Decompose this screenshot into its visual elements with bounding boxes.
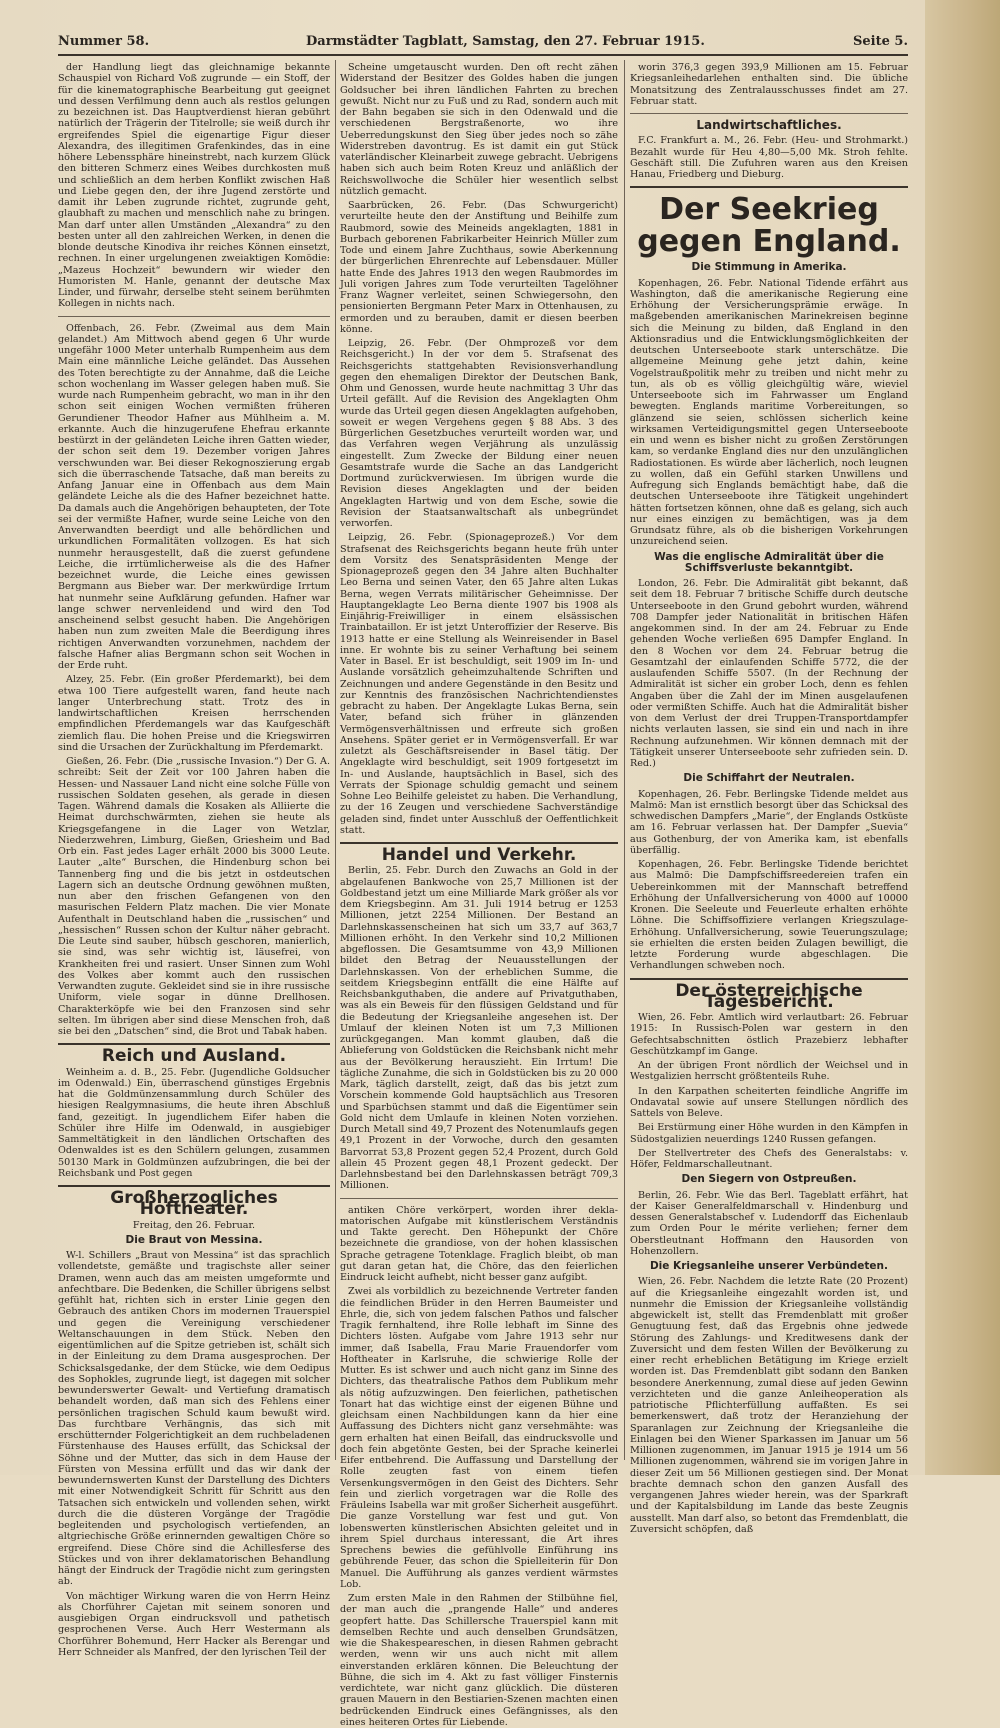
article-wien-4: Bei Erstürmung einer Höhe wurden in den Kämpfen in Südostgalizien neuerdings 1240 Russen gefangen. [630,1122,908,1145]
article-wien-2: An der übrigen Front nördlich der Weichsel und in Westgalizien herrscht größtenteils Ruhe. [630,1060,908,1083]
article-kriegsanleihe-cont: worin 376,3 gegen 393,9 Millionen am 15. Februar Kriegsanleihedarlehen enthalten sind. Die übliche Monatsitzung des Zentralausschusses findet am 27. Februar statt. [630,62,908,107]
divider [58,316,330,317]
article-wien-3: In den Karpathen scheiterten feindliche Angriffe im Ondavatal sowie auf unsere Stellungen nördlich des Sattels von Beleve. [630,1085,908,1119]
article-kriegsanleihe: Wien, 26. Febr. Nachdem die letzte Rate (20 Prozent) auf die Kriegsanleihe eingezahlt worden ist, und nunmehr die Emission der Kriegsanleihe vollständig abgewickelt ist, stellt das Fremdenblatt mit großer Genugtuung fest, daß das Ergebnis ohne jedwede Störung des Zahlungs- und Kreditwesens dank der Zuversicht und dem festen Willen der Bevölkerung zu einer recht erheblichen Betätigung im Kriege erzielt worden ist. Das Fremdenblatt gibt sodann den Banken besondere Anerkennung, zumal diese auf jeden Gewinn verzichteten und die ganze Anleiheoperation als patriotische Pflichterfüllung auffaßten. Es sei bemerkenswert, daß trotz der Heranziehung der Sparanlagen zur Zeichnung der Kriegsanleihe die Einlagen bei den Wiener Sparkassen im Januar um 56 Millionen zugenommen, im Januar 1915 je 1914 um 56 Millionen zugenommen, während sie im vorigen Jahre in dieser Zeit um 56 Millionen gestiegen sind. Der Monat brachte demnach schon den ganzen Ausfall des vergangenen Jahres wieder herein, was der Sparkraft und der Kapitalsbildung im Lande das beste Zeugnis ausstellt. Man darf also, so betont das Fremdenblatt, die Zuversicht schöpfen, daß [630,1276,908,1535]
divider [58,1185,330,1187]
article-offenbach: Offenbach, 26. Febr. (Zweimal aus dem Main gelandet.) Am Mittwoch abend gegen 6 Uhr wurde ungefähr 1000 Meter unterhalb Rumpenheim aus dem Main eine männliche Leiche geländet. Das Aussehen des Toten berechtigte zu der Annahme, daß die Leiche schon wochenlang im Wasser gelegen haben muß. Sie wurde nach Rumpenheim gebracht, wo man in ihr den schon seit einigen Wochen vermißten früheren Gerundiener Theodor Hafner aus Mühlheim a. M. erkannte. Auch die hinzugerufene Ehefrau erkannte bestürzt in der geländeten Leiche ihren Gatten wieder, der schon seit dem 19. Dezember vorigen Jahres verschwunden war. Bei dieser Rekognoszierung ergab sich die überraschende Tatsache, daß man bereits zu Anfang Januar eine in Offenbach aus dem Main geländete Leiche als die des Hafner bezeichnet hatte. Da damals auch die Angehörigen behaupteten, der Tote sei der vermißte Hafner, wurde seine Leiche von den Anverwandten beerdigt und alle behördlichen und urkundlichen Formalitäten vollzogen. Es hat sich nunmehr herausgestellt, daß die zuerst gefundene Leiche, die irrtümlicherweise als die des Hafner bezeichnet wurde, die Leiche eines gewissen Bergmann aus Bieber war. Der merkwürdige Irrtum hat nunmehr seine Aufklärung gefunden. Hafner war lange schwer nervenleidend und wird den Tod anscheinend selbst gesucht haben. Die Angehörigen haben nun zum zweiten Male die Beerdigung ihres richtigen Anverwandten vorzunehmen, nachdem der falsche Hafner alias Bergmann schon seit Wochen in der Erde ruht. [58,322,330,671]
divider [630,113,908,114]
column-1 [58,62,330,1658]
theater-date: Freitag, den 26. Februar. [132,1219,256,1231]
section-heading-reich: Reich und Ausland. [101,1046,287,1067]
article-theater-review: W-l. Schillers „Braut von Messina“ ist das sprachlich vollendetste, gemäßte und tragischste aller seiner Dramen, wenn auch das am meisten umgeformte und anfechtbare. Die Bedenken, die Schiller übrigens selbst gefühlt hat, richten sich in erster Linie gegen den Gebrauch des antiken Chors im modernen Trauerspiel und gegen die Vereinigung verschiedener Weltanschauungen in dem Stück. Neben den eigentümlichen auf die Spitze getrieben ist, schält sich in der Einleitung zu dem Drama ausgesprochen. Der Schicksalsgedanke, der dem Stücke, wie dem Oedipus des Sophokles, zugrunde liegt, ist dagegen mit solcher bewunderswerter Gewalt- und Vertiefung dramatisch behandelt worden, daß man sich des Fehlens einer persönlichen tragischen Schuld kaum bewußt wird. Das furchtbare Verhängnis, das sich mit erschütternder Folgerichtigkeit an dem ruchbeladenen Fürstenhause des Hauses erfüllt, das Schicksal der Söhne und der Mutter, das sich in dem Hause der Fürsten von Messina erfüllt und das wir dank der bewundernswerten Kunst der Darstellung des Dichters mit einer Notwendigkeit Schritt für Schritt aus den Tatsachen sich entwickeln und vollenden sehen, wirkt durch die die düsteren Vorgänge der Tragödie begleitenden und psychologisch vertiefenden, an altgriechische Größe erinnernden gewaltigen Chöre so ergreifend. Diese Chöre sind die Achillesferse des Stückes und von ihrer deklamatorischen Behandlung hängt der Eindruck der Tragödie nicht zum geringsten ab. [58,1250,330,1588]
page-number: Seite 5. [853,34,908,49]
section-heading-landwirtschaft: Landwirtschaftliches. [696,118,842,132]
article-heumarkt: F.C. Frankfurt a. M., 26. Febr. (Heu- und Strohmarkt.) Bezahlt wurde für Heu 4,80—5,00 Mk. Stroh fehlte. Geschäft still. Die Zufuhren waren aus den Kreisen Hanau, Friedberg und Dieburg. [630,135,908,180]
subheading-siegern: Den Siegern von Ostpreußen. [681,1173,857,1186]
subheading-admiralitaet: Was die englische Admiralität über die Schiffsverluste bekanntgibt. [654,550,884,574]
article-admiralitaet: London, 26. Febr. Die Admiralität gibt bekannt, daß seit dem 18. Februar 7 britische Schiffe durch deutsche Unterseeboote in den Grund gebohrt wurden, während 708 Dampfer jeder Nationalität in britischen Häfen angekommen sind. In der am 24. Februar zu Ende gehenden Woche verließen 695 Dampfer England. In den 8 Wochen vor dem 24. Februar betrug die Gesamtzahl der einlaufenden Schiffe 5772, die der auslaufenden Schiffe 5507. (In der Rechnung der Admiralität ist sicher ein grober Loch, denn es fehlen Angaben über die Zahl der im Minen ausgelaufenen oder vermißten Schiffe. Auch hat die Admiralität bisher von dem Verlust der drei Truppen-Transportdampfer nichts verlauten lassen, sie sind ein und nach in ihre Rechnung aufzunehmen. Wir können demnach mit der Tätigkeit unserer Unterseeboote sehr zufrieden sein. D. Red.) [630,578,908,769]
article-theater-review-cont: Von mächtiger Wirkung waren die von Herrn Heinz als Chorführer Cajetan mit seinem sonoren und ausgiebigen Organ eindrucksvoll und pathetisch gesprochenen Verse. Auch Herr Westermann als Chorführer Bohemund, Herr Hacker als Berengar und Herr Schneider als Manfred, der den lyrischen Teil der [58,1590,330,1658]
article-wien-1: Wien, 26. Febr. Amtlich wird verlautbart: 26. Februar 1915: In Russisch-Polen war gestern in den Gefechtsabschnitten östlich Prazebierz lebhafter Geschützkampf im Gange. [630,1012,908,1057]
article-theater-stage: Zum ersten Male in den Rahmen der Stilbühne fiel, der man auch die „prangende Halle“ und anderes geopfert hatte. Das Schillersche Trauerspiel kann mit demselben Rechte und auch denselben Grundsätzen, wie die Shakespeareschen, in diesen Rahmen gebracht werden, wenn wir uns auch nicht mit allem einverstanden erklären können. Die Beleuchtung der Bühne, die sich im 4. Akt zu fast völliger Finsternis verdichtete, war nicht ganz glücklich. Die düsteren grauen Mauern in den Bestiarien-Szenen machten einen bedrückenden Eindruck eines Gefängnisses, als den eines heiteren Ortes für Liebende. [340,1593,618,1728]
section-heading-handel: Handel und Verkehr. [381,845,577,865]
column-rule [624,60,625,1460]
article-film: der Handlung liegt das gleichnamige bekannte Schauspiel von Richard Voß zugrunde — ein Stoff, der für die kinematographische Bearbeitung gut geeignet und dessen Verfilmung denn auch als restlos gelungen zu bezeichnen ist. Das Hauptverdienst hieran gebührt natürlich der Trägerin der Titelrolle; sie weiß durch ihr ergreifendes Spiel die eigenartige Figur dieser Alexandra, des illegitimen Grafenkindes, das in eine höhere Lebenssphäre hineinstrebt, nach kurzem Glück den bitteren Schmerz eines Weibes durchkosten muß und schließlich an dem herben Konflikt zwischen Haß und Liebe gegen den, der ihre Jugend zerstörte und damit ihr Leben zugrunde richtet, zugrunde geht, glaubhaft zu machen und menschlich nahe zu bringen. Man darf unter allen Umständen „Alexandra“ zu den besten unter all den zahlreichen Werken, in denen die blonde deutsche Kinodiva ihr reiches Können einsetzt, rechnen. In einer urgelungenen zweiaktigen Komödie: „Mazeus Hochzeit“ bewundern wir wieder den Humoristen M. Hanle, genannt der deutsche Max Linder, und fürwahr, derselbe steht seinem berühmten Kollegen in nichts nach. [58,62,330,310]
section-heading-seekrieg: Der Seekrieg gegen England. [637,192,901,260]
article-spionageprozess: Leipzig, 26. Febr. (Spionageprozeß.) Vor dem Strafsenat des Reichsgerichts begann heute früh unter dem Vorsitz des Senatspräsidenten Menge der Spionageprozeß gegen den 34 Jahre alten Buchhalter Leo Berna und seinen Vater, den 65 Jahre alten Lukas Berna, wegen Verrats militärischer Geheimnisse. Der Hauptangeklagte Leo Berna diente 1907 bis 1908 als Einjährig-Freiwilliger in einem elsässischen Trainbataillon. Er ist jetzt Unteroffizier der Reserve. Bis 1913 hatte er eine Stellung als Weinreisender in Basel inne. Er wohnte bis zu seiner Verhaftung bei seinem Vater in Basel. Er ist beschuldigt, seit 1909 im In- und Auslande vorsätzlich geheimzuhaltende Schriften und Zeichnungen und andere Gegenstände in den Besitz und zur Kenntnis des französischen Nachrichtendienstes gebracht zu haben. Der Angeklagte Lukas Berna, sein Vater, befand sich früher in glänzenden Vermögensverhältnissen und erfreute sich großen Ansehens. Später geriet er in Vermögensverfall. Er war zuletzt als Geschäftsreisender in Basel tätig. Der Angeklagte wird beschuldigt, seit 1909 fortgesetzt im In- und Auslande, hauptsächlich in Basel, sich des Verrats der Spionage schuldig gemacht und seinem Sohne Leo Beihilfe geleistet zu haben. Die Verhandlung, zu der 16 Zeugen und verschiedene Sachverständige geladen sind, findet unter Ausschluß der Oeffentlichkeit statt. [340,532,618,836]
page-edge [925,0,1000,1475]
article-theater-chores: antiken Chöre verkörpert, worden ihrer dekla-matorischen Aufgabe mit künstlerischem Verständnis und Takte gerecht. Den Höhepunkt der Chöre bezeichnete die grandiose, von der hohen klassischen Sprache getragene Totenklage. Fraglich bleibt, ob man gut daran getan hat, die Chöre, das den feierlichen Eindruck leicht aufhebt, nicht besser ganz aufgibt. [340,1204,618,1283]
divider [340,842,618,844]
page-header [58,28,908,56]
article-giessen: Gießen, 26. Febr. (Die „russische Invasion.“) Der G. A. schreibt: Seit der Zeit vor 100 Jahren haben die Hessen- und Nassauer Land nicht eine solche Fülle von russischen Soldaten gesehen, als gerade in diesen Tagen. Während damals die Kosaken als Alliierte die Heimat durchschwärmten, ziehen sie heute als Kriegsgefangene in die Lager von Wetzlar, Niederzwehren, Limburg, Gießen, Griesheim und Bad Orb ein. Fast jedes Lager erhält 2000 bis 3000 Leute. Lauter „alte“ Burschen, die Hindenburg schon bei Tannenberg fing und die bis jetzt in ostdeutschen Lagern sich an deutsche Ordnung gewöhnen mußten, nun aber den frischen Gefangenen von den masurischen Feldern Platz machen. Die vier Monate Aufenthalt in Deutschland haben die „russischen“ und „hessischen“ Russen schon der Kultur näher gebracht. Die Leute sind sauber, hübsch geschoren, manierlich, sie sind, was sehr wichtig ist, läusefrei, von Krankheiten frei und rasiert. Unser Sinnen zum Wohl des Volkes aber kommt auch den russischen Verwandten zugute. Gekleidet sind sie in ihre russische Uniform, viele sogar in dünne Drellhosen. Charakterköpfe wie bei den Franzosen sind sehr selten. Im übrigen aber sind diese Menschen froh, daß sie bei den „Datschen“ sind, die Brot und Tabak haben. [58,756,330,1037]
article-alzey: Alzey, 25. Febr. (Ein großer Pferdemarkt), bei dem etwa 100 Tiere aufgestellt waren, fand heute nach langer Unterbrechung statt. Trotz des in landwirtschaftlichen Kreisen herrschenden empfindlichen Pferdemangels war das Kaufgeschäft ziemlich flau. Die hohen Preise und die Kriegswirren sind die Ursachen der Zurückhaltung im Pferdemarkt. [58,674,330,753]
subheading-schiffahrt: Die Schiffahrt der Neutralen. [683,772,855,785]
section-heading-oesterreich: Der österreichische Tagesbericht. [675,980,863,1012]
article-schiffahrt-1: Kopenhagen, 26. Febr. Berlingske Tidende meldet aus Malmö: Man ist ernstlich besorgt über das Schicksal des schwedischen Dampfers „Marie“, der Englands Ostküste am 16. Februar verlassen hat. Der Dampfer „Suevia“ aus Gothenburg, der von Amerika kam, ist ebenfalls überfällig. [630,788,908,856]
article-amerika: Kopenhagen, 26. Febr. National Tidende erfährt aus Washington, daß die amerikanische Regierung eine Erhöhung der Versicherungsprämie erwäge. In maßgebenden amerikanischen Marinekreisen beginne sich die Meinung zu bilden, daß England in den Aktionsradius und die Entwicklungsmöglichkeiten der deutschen Unterseeboote stark unterschätze. Die allgemeine Meinung gehe jetzt dahin, keine Vogelstraußpolitik mehr zu treiben und nicht mehr zu tun, als ob es völlig gleichgültig wäre, wieviel Unterseeboote sich im Fahrwasser um England bewegten. Englands maritime Vorbereitungen, so glänzend sie seien, schlössen sicherlich keine wirksamen Verteidigungsmittel gegen Unterseeboote ein und wenn es bisher nicht zu großen Zerstörungen kam, so verdanke England dies nur den unzulänglichen Radiostationen. Es würde aber lächerlich, noch leugnen zu wollen, daß ein Gefühl starken Unwillens und Aufregung sich Englands bemächtigt habe, daß die deutschen Unterseeboote ihre Tätigkeit ungehindert hätten fortsetzen können, ohne daß es gelang, sich auch nur eines einzigen zu bemächtigen, was ja dem Grundsatz führe, als ob die bisherigen Vorkehrungen unzureichend seien. [630,277,908,548]
article-wien-signature: Der Stellvertreter des Chefs des Generalstabs: v. Höfer, Feldmarschalleutnant. [630,1147,908,1170]
masthead-date: Darmstädter Tagblatt, Samstag, den 27. Februar 1915. [306,34,705,49]
article-schiffahrt-2: Kopenhagen, 26. Febr. Berlingske Tidende berichtet aus Malmö: Die Dampfschiffsreedereien trafen ein Uebereinkommen mit der Mannschaft betreffend Erhöhung der Unfallversicherung von 4000 auf 10000 Kronen. Die Seeleute und Feuerleute erhalten erhöhte Löhne. Die Schiffsoffiziere verlangen Kriegszulage-Erhöhung. Unfallversicherung, sowie Teuerungszulage; sie erhielten die ersten beiden Zulagen bewilligt, die letzte Forderung wurde abgeschlagen. Die Verhandlungen schweben noch. [630,859,908,972]
article-saarbruecken: Saarbrücken, 26. Febr. (Das Schwurgericht) verurteilte heute den der Anstiftung und Beihilfe zum Raubmord, sowie des Meineids angeklagten, 1881 in Burbach geborenen Fabrikarbeiter Heinrich Müller zum Tode und einem Jahre Zuchthaus, sowie Aberkennung der bürgerlichen Ehrenrechte auf Lebensdauer. Müller hatte Ende des Jahres 1913 den wegen Raubmordes im Juli vorigen Jahres zum Tode verurteilten Tagelöhner Franz Wagner verleitet, seinen Schwiegersohn, den pensionierten Bergmann Peter Marx in Ottenhausen, zu ermorden und zu berauben, damit er diesen beerben könne. [340,200,618,335]
subheading-kriegsanleihe: Die Kriegsanleihe unserer Verbündeten. [649,1260,889,1272]
column-rule [335,60,336,1460]
theater-play-title: Die Braut von Messina. [125,1233,263,1246]
article-theater-actors: Zwei als vorbildlich zu bezeichnende Vertreter fanden die feindlichen Brüder in den Herren Baumeister und Ehrle, die, sich von jedem falschen Pathos und falscher Tragik fernhaltend, ihre Rolle lebhaft im Sinne des Dichters lösten. Aufgabe vom Jahre 1913 sehr nur immer, daß Isabella, Frau Marie Frauendorfer vom Hoftheater in Karlsruhe, die schwierige Rolle der Mutter. Es ist schwer und auch nicht ganz im Sinne des Dichters, das theatralische Pathos dem Publikum mehr als nötig aufzuzwingen. Den feierlichen, pathetischen Tonart hat das wichtige einst der eigenen Bühne und gleichsam einen Nachbildungen kann da hier eine Auffassung des Dichters nicht ganz versehmähte: was gern erhalten hat einen Beifall, das eindrucksvolle und doch fein abgetönte Gesten, bei der Sprache keinerlei Eifer entbehrend. Die Auffassung und Darstellung der Rolle zeugten fast von einem tiefen Versenkungsvermögen in den Geist des Dichters. Sehr fein und zierlich vorgetragen war die Rolle des Fräuleins Isabella war mit großer Sicherheit ausgeführt. Die ganze Vorstellung war fest und gut. Von lobenswerten künstlerischen Absichten geleitet und in ihrem Spiel durchaus interessant, die Art ihres Sprechens bewies die gefühlvolle Einführung ins gebührende Feuer, das schon die Spielleiterin für Don Manuel. Die Aufführung als ganzes verdient wärmstes Lob. [340,1286,618,1590]
column-2 [340,62,618,1728]
article-goldsucher-cont: Scheine umgetauscht wurden. Den oft recht zähen Widerstand der Besitzer des Goldes haben die jungen Goldsucher bei ihren ländlichen Fahrten zu brechen gewußt. Nicht nur zu Fuß und zu Rad, sondern auch mit der Bahn begaben sie sich in den Odenwald und die verschiedenen Bergstraßenorte, wo ihre Ueberredungskunst den Sieg über jedes noch so zähe Widerstreben davontrug. Es ist damit ein gut Stück vaterländischer Kleinarbeit zuwege gebracht. Uebrigens haben sich auch beim Roten Kreuz und anläßlich der Reichswollwoche die Schüler hier wesentlich selbst nützlich gemacht. [340,62,618,197]
divider [340,1198,618,1199]
article-ohmprozess: Leipzig, 26. Febr. (Der Ohmprozeß vor dem Reichsgericht.) In der vor dem 5. Strafsenat des Reichsgerichts stattgehabten Revisionsverhandlung gegen den ehemaligen Direktor der Deutschen Bank, Ohm und Genossen, wurde heute nachmittag 3 Uhr das Urteil gefällt. Auf die Revision des Angeklagten Ohm wurde das Urteil gegen diesen Angeklagten aufgehoben, soweit er wegen Vergehens gegen § 88 Abs. 3 des Bürgerlichen Gesetzbuches verurteilt worden war, und das Verfahren wegen Verjährung als unzulässig eingestellt. Zum Zwecke der Bildung einer neuen Gesamtstrafe wurde die Sache an das Landgericht Dortmund zurückverwiesen. Im übrigen wurde die Revision dieses Angeklagten und der beiden Angeklagten Hartwig und von dem Esche, sowie die Revision der Staatsanwaltschaft als unbegründet verworfen. [340,338,618,529]
issue-number: Nummer 58. [58,34,150,49]
article-reichsbank: Berlin, 25. Febr. Durch den Zuwachs an Gold in der abgelaufenen Bankwoche von 25,7 Millionen ist der Goldbestand jetzt um eine Milliarde Mark größer als vor dem Kriegsbeginn. Am 31. Juli 1914 betrug er 1253 Millionen, jetzt 2254 Millionen. Der Bestand an Darlehnskassenscheinen hat sich um 33,7 auf 363,7 Millionen erhöht. In den Verkehr sind 10,2 Millionen abgeflossen. Die Gesamtsumme von 43,9 Millionen bildet den Betrag der Neuausstellungen der Darlehnskassen. Von der erheblichen Summe, die seitdem Kriegsbeginn entfällt die eine Hälfte auf Reichsbankguthaben, die andere auf Privatguthaben, was als ein Beweis für den flüssigen Geldstand und für die Bedeutung der Kriegsanleihe angesehen ist. Der Umlauf der kleinen Noten ist um 7,3 Millionen zurückgegangen. Man kommt glauben, daß die Ablieferung von Goldstücken die Reichsbank nicht mehr aus der Bevölkerung herauszieht. Ein Irrtum! Die tägliche Zunahme, die sich in Goldstücken bis zu 20 000 Mark, täglich darstellt, zeigt, daß das bis jetzt zum Vorschein kommende Gold hauptsächlich aus Tresoren und Sparbüchsen stammt und daß die Eigentümer sein Gold nicht dem Umlaufe in kleinen Noten vorziehen. Durch Metall sind 49,7 Prozent des Notenumlaufs gegen 49,1 Prozent in der Vorwoche, durch den gesamten Barvorrat 53,8 Prozent gegen 52,4 Prozent, durch Gold allein 45 Prozent gegen 48,1 Prozent gedeckt. Der Darlehnsbestand bei den Darlehnskassen beträgt 709,3 Millionen. [340,865,618,1192]
divider [630,978,908,980]
subheading-stimmung: Die Stimmung in Amerika. [691,261,847,274]
section-heading-hoftheater: Großherzogliches Hoftheater. [110,1188,278,1220]
divider [630,186,908,188]
article-siegern: Berlin, 26. Febr. Wie das Berl. Tageblatt erfährt, hat der Kaiser Generalfeldmarschall v. Hindenburg und dessen Generalstabschef v. Ludendorff das Eichenlaub zum Orden Pour le mérite verliehen; ferner dem Oberstleutnant Hoffmann den Hausorden von Hohenzollern. [630,1189,908,1257]
article-weinheim: Weinheim a. d. B., 25. Febr. (Jugendliche Goldsucher im Odenwald.) Ein, überraschend günstiges Ergebnis hat die Goldmünzensammlung durch Schüler des hiesigen Realgymnasiums, die heute ihren Abschluß fand, gezeitigt. In jugendlichem Eifer haben die Schüler ihre Hilfe im Odenwald, in ausgiebiger Sammeltätigkeit in den ländlichen Ortschaften des Odenwaldes ist es den Schülern gelungen, zusammen 50130 Mark in Goldmünzen aufzubringen, die bei der Reichsbank und Post gegen [58,1066,330,1179]
divider [58,1043,330,1045]
column-3 [630,62,908,1535]
